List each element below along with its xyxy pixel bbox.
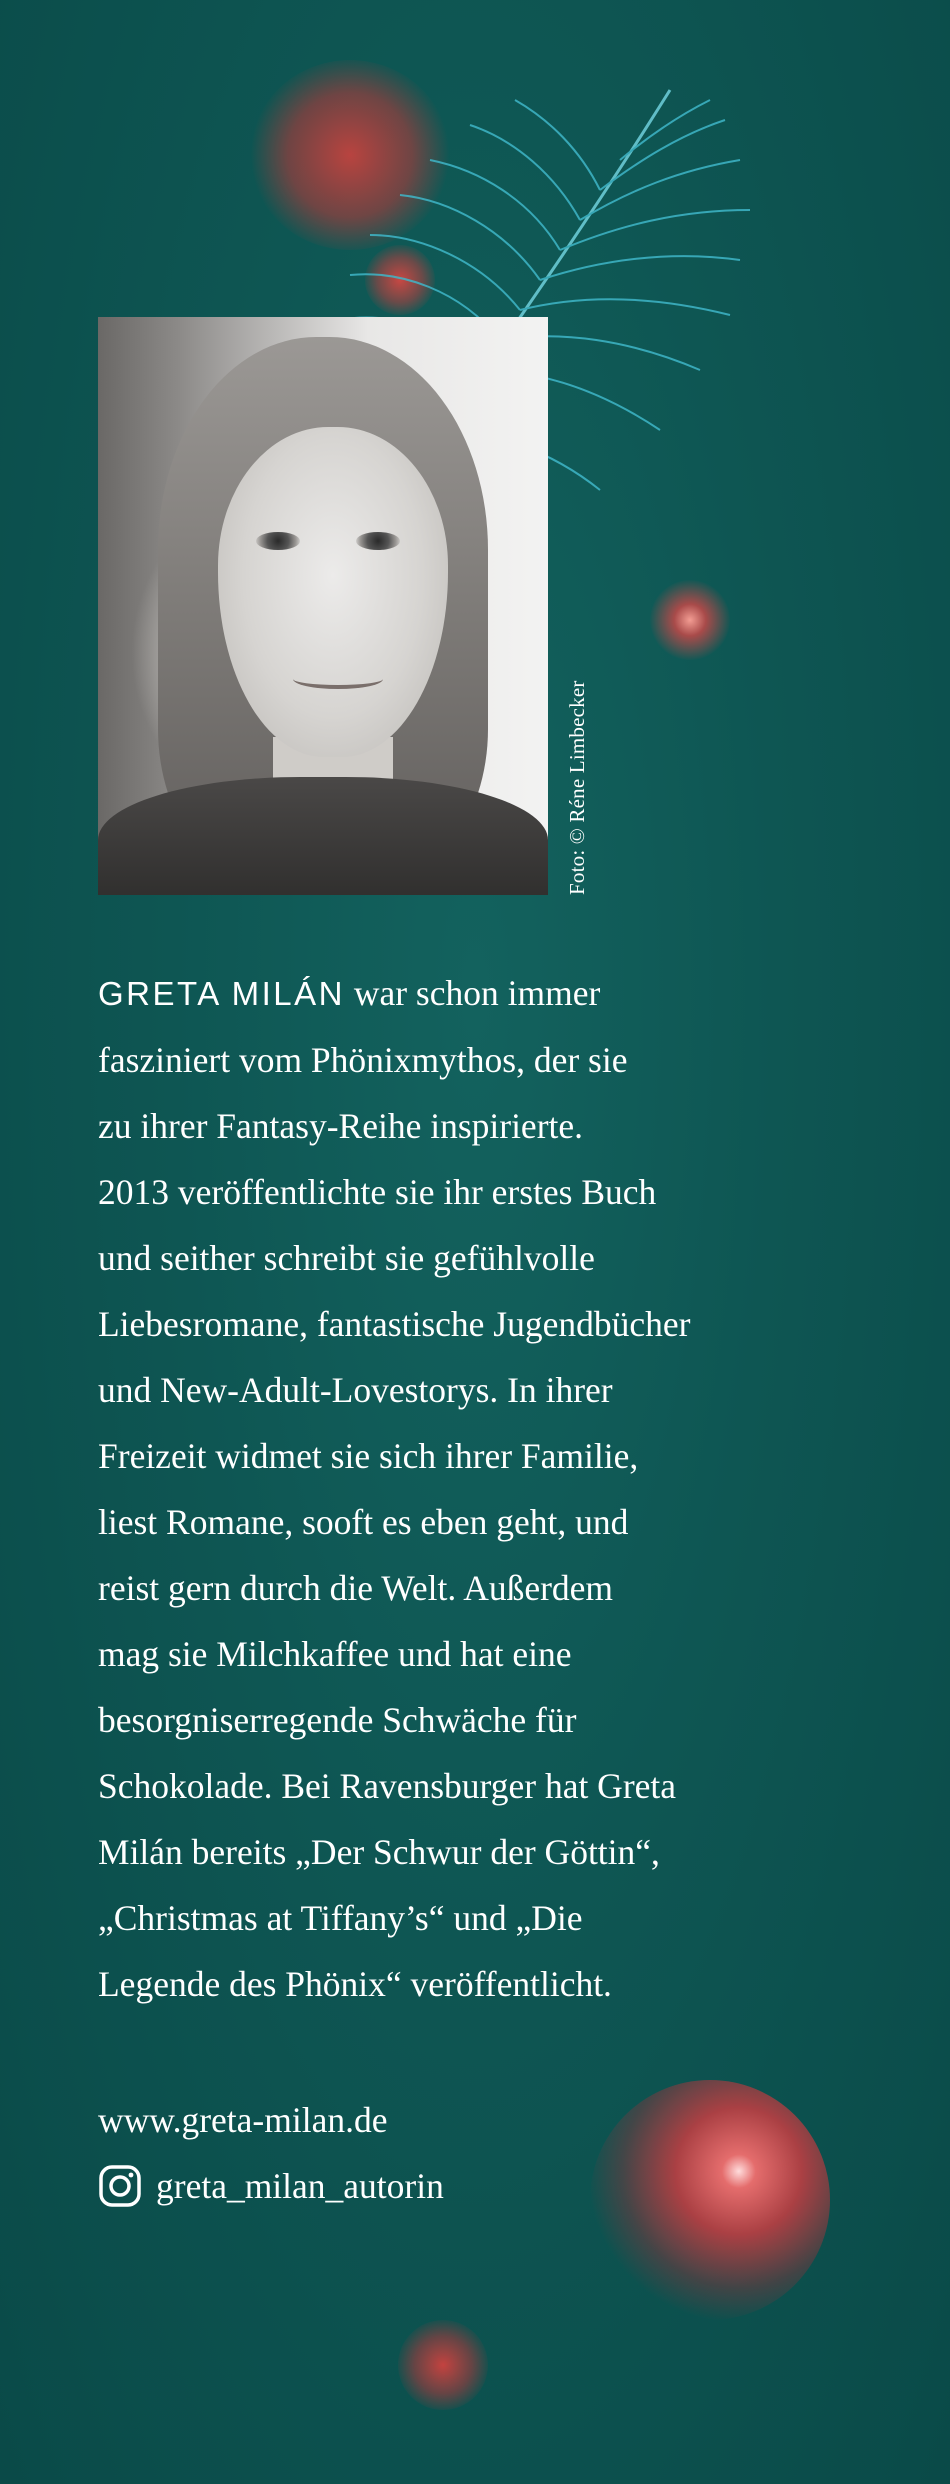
bio-line: Legende des Phönix“ veröffentlicht. [98, 1964, 612, 2004]
bio-line: und seither schreibt sie gefühlvolle [98, 1238, 595, 1278]
bio-line: reist gern durch die Welt. Außerdem [98, 1568, 614, 1608]
bio-line: zu ihrer Fantasy-Reihe inspirierte. [98, 1106, 584, 1146]
bio-line: fasziniert vom Phönixmythos, der sie [98, 1040, 628, 1080]
photo-credit: Foto: © Réne Limbecker [565, 680, 589, 895]
bio-line: Milán bereits „Der Schwur der Göttin“, [98, 1832, 660, 1872]
website-link[interactable]: www.greta-milan.de [98, 2100, 388, 2140]
red-bokeh-orb [650, 580, 730, 660]
red-bokeh-orb [398, 2320, 488, 2410]
bio-line: „Christmas at Tiffany’s“ und „Die [98, 1898, 583, 1938]
author-name: GRETA MILÁN [98, 975, 345, 1012]
bio-line: und New-Adult-Lovestorys. In ihrer [98, 1370, 613, 1410]
author-bio [98, 960, 818, 2017]
author-links [98, 2087, 444, 2219]
bio-line: Liebesromane, fantastische Jugendbücher [98, 1304, 691, 1344]
instagram-icon [98, 2164, 142, 2208]
bio-line: GRETA MILÁN war schon immer [98, 973, 601, 1013]
instagram-handle: greta_milan_autorin [156, 2166, 444, 2206]
bio-line: 2013 veröffentlichte sie ihr erstes Buch [98, 1172, 657, 1212]
bio-line: besorgniserregende Schwäche für [98, 1700, 577, 1740]
red-bokeh-orb [590, 2080, 830, 2320]
bio-line: Schokolade. Bei Ravensburger hat Greta [98, 1766, 677, 1806]
bio-line: mag sie Milchkaffee und hat eine [98, 1634, 572, 1674]
bio-line: Freizeit widmet sie sich ihrer Familie, [98, 1436, 639, 1476]
author-portrait [98, 317, 548, 895]
instagram-link[interactable] [98, 2153, 444, 2219]
bio-line: liest Romane, sooft es eben geht, und [98, 1502, 629, 1542]
